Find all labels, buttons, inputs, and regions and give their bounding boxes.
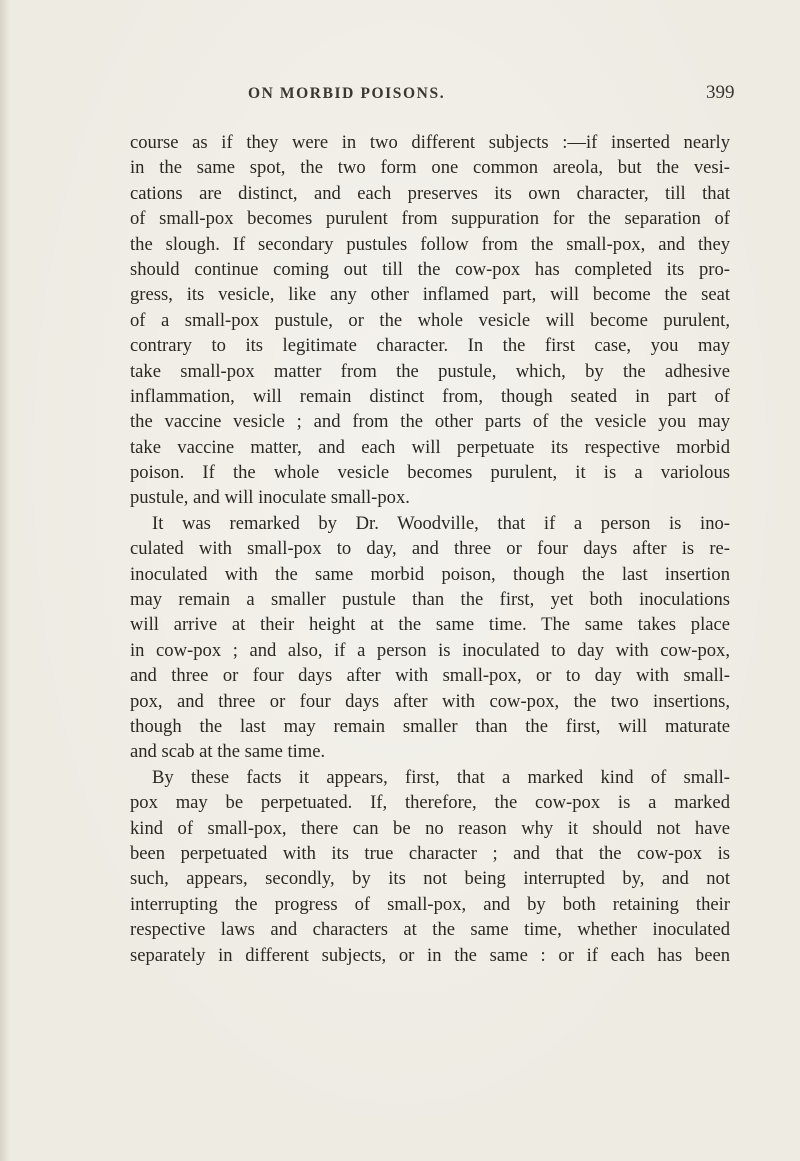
text-line: separately in different subjects, or in the same : or if each has been	[130, 944, 730, 966]
text-line: cations are distinct, and each preserves its own character, till that	[130, 182, 730, 204]
text-line: poison. If the whole vesicle becomes purulent, it is a variolous	[130, 462, 730, 484]
running-head	[0, 82, 800, 112]
text-line: been perpetuated with its true character ; and that the cow-pox is	[130, 842, 730, 864]
body-text	[130, 130, 730, 968]
text-line: though the last may remain smaller than the first, will maturate	[130, 715, 730, 737]
text-line: culated with small-pox to day, and three or four days after is re-	[130, 538, 730, 560]
text-line: will arrive at their height at the same time. The same takes place	[130, 614, 730, 636]
text-line: gress, its vesicle, like any other inflamed part, will become the seat	[130, 284, 730, 306]
text-line: pox, and three or four days after with cow-pox, the two insertions,	[130, 690, 730, 712]
text-line: course as if they were in two different subjects :—if inserted nearly	[130, 132, 730, 153]
paragraph-start-line: By these facts it appears, first, that a marked kind of small-	[152, 766, 730, 788]
text-line: such, appears, secondly, by its not being interrupted by, and not	[130, 868, 730, 890]
text-line: take vaccine matter, and each will perpetuate its respective morbid	[130, 436, 730, 458]
running-title: ON MORBID POISONS.	[248, 85, 446, 102]
page-gutter-shadow	[0, 0, 10, 1161]
text-line: inflammation, will remain distinct from, though seated in part of	[130, 385, 730, 407]
paragraph-start-line: It was remarked by Dr. Woodville, that if a person is ino-	[152, 512, 730, 534]
text-line: interrupting the progress of small-pox, and by both retaining their	[130, 893, 730, 915]
text-line: the slough. If secondary pustules follow from the small-pox, and they	[130, 233, 730, 255]
text-line: of a small-pox pustule, or the whole vesicle will become purulent,	[130, 309, 730, 331]
text-line: in cow-pox ; and also, if a person is inoculated to day with cow-pox,	[130, 639, 730, 661]
page-number: 399	[706, 82, 735, 103]
text-line: of small-pox becomes purulent from suppuration for the separation of	[130, 208, 730, 230]
text-line: contrary to its legitimate character. In the first case, you may	[130, 335, 730, 357]
text-line: and three or four days after with small-pox, or to day with small-	[130, 665, 730, 687]
text-line: and scab at the same time.	[130, 741, 326, 763]
text-line: in the same spot, the two form one common areola, but the vesi-	[130, 157, 730, 179]
text-line: should continue coming out till the cow-pox has completed its pro-	[130, 258, 730, 280]
text-line: respective laws and characters at the same time, whether inoculated	[130, 919, 730, 941]
text-line: kind of small-pox, there can be no reason why it should not have	[130, 817, 730, 839]
text-line: pox may be perpetuated. If, therefore, the cow-pox is a marked	[130, 792, 730, 814]
text-line: take small-pox matter from the pustule, which, by the adhesive	[130, 360, 730, 382]
text-line: inoculated with the same morbid poison, though the last insertion	[130, 563, 730, 585]
text-line: the vaccine vesicle ; and from the other parts of the vesicle you may	[130, 411, 730, 433]
text-line: may remain a smaller pustule than the first, yet both inoculations	[130, 589, 730, 611]
text-line: pustule, and will inoculate small-pox.	[130, 487, 410, 509]
